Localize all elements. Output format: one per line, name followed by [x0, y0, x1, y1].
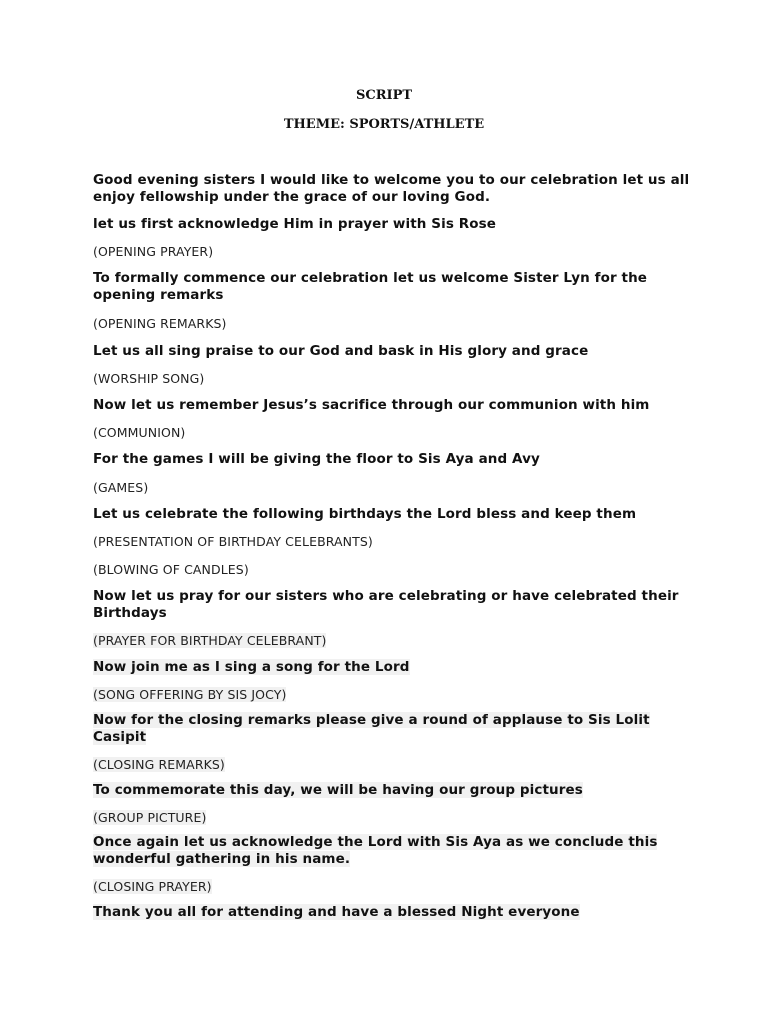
- script-cue-communion: (COMMUNION): [93, 425, 186, 440]
- script-line-worship: Let us all sing praise to our God and bask in His glory and grace: [93, 343, 589, 359]
- script-line-birthday-prayer: Now let us pray for our sisters who are celebrating or have celebrated their Birthdays: [93, 588, 679, 621]
- script-cue-games: (GAMES): [93, 480, 149, 495]
- script-cue-closing-remarks: (CLOSING REMARKS): [93, 757, 225, 772]
- script-cue-birthday-celebrants: (PRESENTATION OF BIRTHDAY CELEBRANTS): [93, 534, 373, 549]
- document-theme: THEME: SPORTS/ATHLETE: [283, 117, 485, 132]
- script-cue-worship-song: (WORSHIP SONG): [93, 371, 205, 386]
- script-cue-blowing-candles: (BLOWING OF CANDLES): [93, 562, 249, 577]
- script-line-closing-prayer: Once again let us acknowledge the Lord with Sis Aya as we conclude this wonderful gathering in his name.: [93, 834, 658, 867]
- script-line-communion: Now let us remember Jesus’s sacrifice through our communion with him: [93, 397, 650, 413]
- script-line-thank-you: Thank you all for attending and have a blessed Night everyone: [93, 904, 580, 920]
- script-line-welcome: Good evening sisters I would like to welcome you to our celebration let us all enjoy fellowship under the grace of our loving God.: [93, 172, 690, 205]
- script-line-opening-remarks: To formally commence our celebration let us welcome Sister Lyn for the opening remarks: [93, 270, 648, 303]
- script-cue-song-offering: (SONG OFFERING BY SIS JOCY): [93, 687, 287, 702]
- script-line-games: For the games I will be giving the floor to Sis Aya and Avy: [93, 451, 540, 467]
- document-title: SCRIPT: [355, 88, 413, 103]
- script-line-group-pictures: To commemorate this day, we will be having our group pictures: [93, 782, 583, 798]
- script-cue-birthday-prayer: (PRAYER FOR BIRTHDAY CELEBRANT): [93, 633, 327, 648]
- script-cue-closing-prayer: (CLOSING PRAYER): [93, 879, 212, 894]
- script-cue-opening-prayer: (OPENING PRAYER): [93, 244, 214, 259]
- script-line-song: Now join me as I sing a song for the Lord: [93, 659, 410, 675]
- script-line-closing-remarks: Now for the closing remarks please give a round of applause to Sis Lolit Casipit: [93, 712, 650, 745]
- script-cue-opening-remarks: (OPENING REMARKS): [93, 316, 227, 331]
- script-line-birthdays: Let us celebrate the following birthdays the Lord bless and keep them: [93, 506, 637, 522]
- script-cue-group-picture: (GROUP PICTURE): [93, 810, 207, 825]
- script-line-prayer-intro: let us first acknowledge Him in prayer with Sis Rose: [93, 216, 497, 232]
